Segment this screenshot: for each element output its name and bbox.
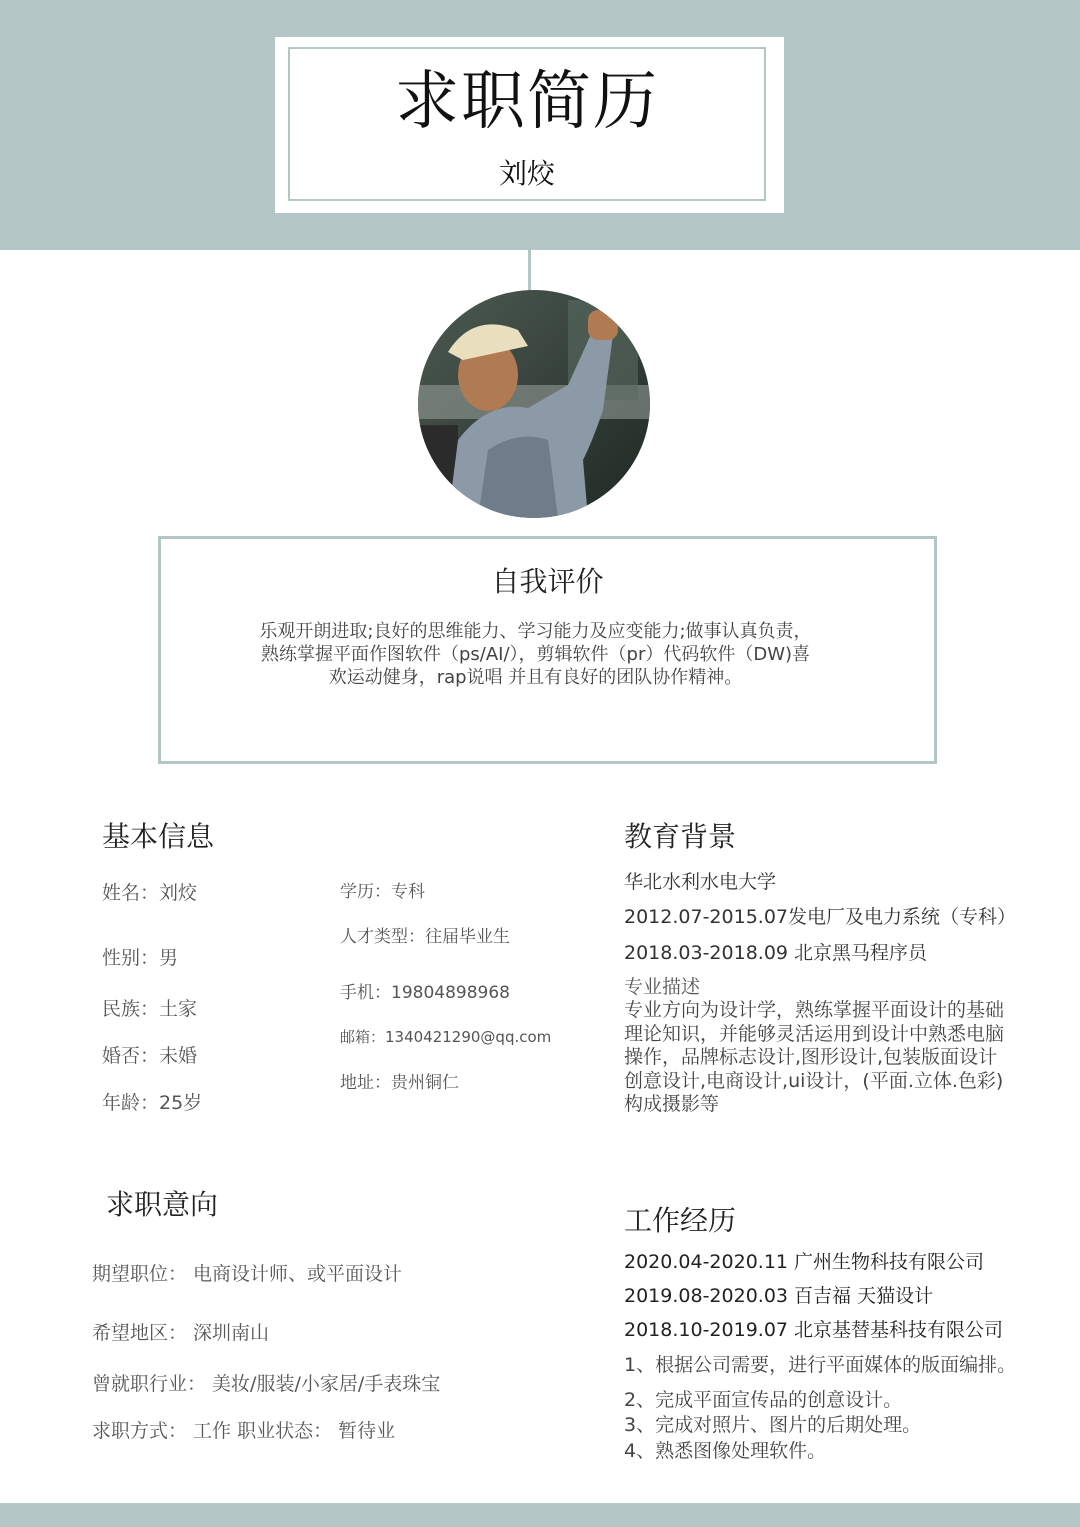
work-title: 工作经历: [624, 1204, 737, 1237]
education-desc: 专业方向为设计学，熟练掌握平面设计的基础理论知识，并能够灵活运用到设计中熟悉电脑操作，品牌标志设计,图形设计,包装版面设计创意设计,电商设计,ui设计，(平面.立体.色彩)构成摄影等: [624, 999, 1005, 1115]
basic-address: 地址：贵州铜仁: [340, 1073, 459, 1093]
basic-talent-type: 人才类型：往届毕业生: [340, 927, 510, 947]
work-job-1: 2020.04-2020.11 广州生物科技有限公司: [624, 1251, 985, 1273]
basic-marital: 婚否：未婚: [102, 1045, 198, 1067]
education-school: 华北水利水电大学: [624, 871, 777, 893]
work-duty-1: 1、根据公司需要，进行平面媒体的版面编排。: [624, 1354, 1017, 1376]
self-evaluation-title: 自我评价: [491, 565, 604, 598]
basic-name: 姓名：刘烄: [102, 882, 198, 904]
intention-position: 期望职位： 电商设计师、或平面设计: [92, 1263, 403, 1285]
profile-photo-image: [418, 290, 650, 518]
basic-education: 学历：专科: [340, 882, 425, 902]
intention-mode: 求职方式： 工作 职业状态： 暂待业: [92, 1420, 396, 1442]
basic-phone: 手机：19804898968: [340, 983, 510, 1003]
education-period-2: 2018.03-2018.09 北京黑马程序员: [624, 942, 928, 964]
work-duty-2: 2、完成平面宣传品的创意设计。: [624, 1389, 903, 1411]
basic-email: 邮箱：1340421290@qq.com: [340, 1028, 552, 1046]
work-duty-4: 4、熟悉图像处理软件。: [624, 1440, 827, 1462]
candidate-name: 刘烄: [498, 157, 555, 190]
profile-photo: [418, 290, 650, 518]
education-period-1: 2012.07-2015.07发电厂及电力系统（专科）: [624, 906, 1016, 928]
connector-line: [528, 250, 531, 292]
intention-industry: 曾就职行业： 美妆/服装/小家居/手表珠宝: [92, 1373, 441, 1395]
education-title: 教育背景: [624, 820, 737, 853]
intention-title: 求职意向: [106, 1188, 219, 1221]
footer-band: [0, 1503, 1080, 1527]
self-evaluation-text: 乐观开朗进取;良好的思维能力、学习能力及应变能力;做事认真负责，熟练掌握平面作图软件（ps/AI/），剪辑软件（pr）代码软件（DW)喜欢运动健身，rap说唱 并且有良好的团队协作精神。: [259, 621, 812, 688]
education-desc-title: 专业描述: [624, 976, 701, 998]
work-job-3: 2018.10-2019.07 北京基替基科技有限公司: [624, 1319, 1004, 1341]
basic-age: 年龄：25岁: [102, 1092, 203, 1114]
basic-gender: 性别：男: [102, 947, 179, 969]
work-duty-3: 3、完成对照片、图片的后期处理。: [624, 1414, 922, 1436]
basic-ethnicity: 民族：土家: [102, 998, 198, 1020]
work-job-2: 2019.08-2020.03 百吉福 天猫设计: [624, 1285, 934, 1307]
intention-region: 希望地区： 深圳南山: [92, 1322, 270, 1344]
basic-info-title: 基本信息: [102, 820, 215, 853]
page-title: 求职简历: [395, 65, 659, 139]
